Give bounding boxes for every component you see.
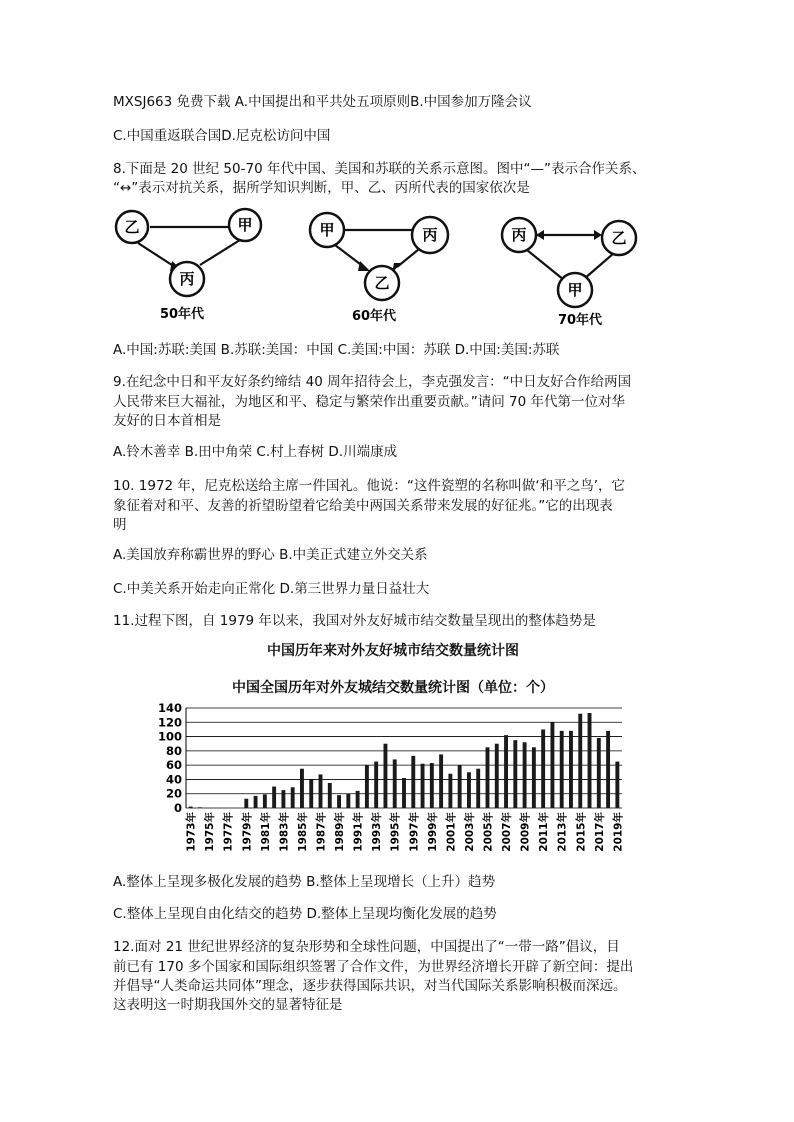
bar xyxy=(504,735,508,808)
diagram-era-label: 60年代 xyxy=(351,309,397,324)
q9-question-line3: 友好的日本首相是 xyxy=(113,413,221,429)
bar xyxy=(309,779,313,808)
bar xyxy=(569,731,573,808)
diagram-node-label: 甲 xyxy=(237,216,253,234)
bar xyxy=(291,787,295,808)
bar xyxy=(578,714,582,808)
chart-title: 中国历年来对外友好城市结交数量统计图 xyxy=(267,643,519,659)
q10-options-line2: C.中美关系开始走向正常化 D.第三世界力量日益壮大 xyxy=(113,581,430,597)
bar xyxy=(254,796,258,808)
x-tick-label: 1995年 xyxy=(389,812,402,852)
bar xyxy=(319,774,323,808)
x-tick-label: 1977年 xyxy=(222,812,235,852)
bar xyxy=(523,742,527,808)
bar xyxy=(588,713,592,808)
y-tick-label: 100 xyxy=(157,729,182,744)
q12-question-line4: 这表明这一时期我国外交的显著特征是 xyxy=(113,997,343,1013)
bar xyxy=(560,731,564,808)
y-tick-label: 120 xyxy=(157,715,182,730)
bar xyxy=(263,794,267,808)
x-tick-label: 2009年 xyxy=(519,812,532,852)
bar xyxy=(448,774,452,808)
bar xyxy=(272,787,276,808)
q8-options: A.中国:苏联:美国 B.苏联:美国：中国 C.美国:中国：苏联 D.中国:美国:苏联 xyxy=(113,342,560,358)
x-tick-label: 2003年 xyxy=(463,812,476,852)
q10-options-line1: A.美国放弃称霸世界的野心 B.中美正式建立外交关系 xyxy=(113,547,428,563)
x-tick-label: 1989年 xyxy=(334,812,347,852)
bar xyxy=(402,778,406,808)
bar xyxy=(606,731,610,808)
q11-question: 11.过程下图，自 1979 年以来，我国对外友好城市结交数量呈现出的整体趋势是 xyxy=(113,613,596,629)
diagram-node-label: 丙 xyxy=(422,226,438,244)
bar xyxy=(513,740,517,808)
bar xyxy=(244,799,248,808)
q11-options-line2: C.整体上呈现自由化结交的趋势 D.整体上呈现均衡化发展的趋势 xyxy=(113,906,497,922)
bar xyxy=(476,769,480,808)
x-tick-label: 1983年 xyxy=(278,812,291,852)
bar xyxy=(374,762,378,808)
y-tick-label: 60 xyxy=(165,758,182,773)
bar xyxy=(365,765,369,808)
x-tick-label: 1993年 xyxy=(371,812,384,852)
bar xyxy=(541,729,545,808)
diagram-node-label: 乙 xyxy=(124,218,140,236)
diagram-node-label: 乙 xyxy=(611,229,627,247)
q8-question-line1: 8.下面是 20 世纪 50-70 年代中国、美国和苏联的关系示意图。图中“—”表示合作关系、 xyxy=(113,161,646,177)
bar xyxy=(189,807,193,808)
y-tick-label: 40 xyxy=(165,772,182,787)
q8-question-line2: “↔”表示对抗关系，据所学知识判断，甲、乙、丙所代表的国家依次是 xyxy=(113,180,530,196)
y-tick-label: 80 xyxy=(165,743,182,758)
bar xyxy=(421,764,425,808)
q12-question-line1: 12.面对 21 世纪世界经济的复杂形势和全球性问题，中国提出了“一带一路”倡议，目 xyxy=(113,939,620,955)
bar xyxy=(532,747,536,808)
bar xyxy=(383,744,387,808)
bar xyxy=(458,765,462,808)
q7-options-line1: MXSJ663 免费下载 A.中国提出和平共处五项原则B.中国参加万隆会议 xyxy=(113,94,532,110)
diagram-era-label: 50年代 xyxy=(159,307,205,322)
x-tick-label: 1987年 xyxy=(315,812,328,852)
q12-question-line3: 并倡导“人类命运共同体”理念，逐步获得国际共识，对当代国际关系影响积极而深远。 xyxy=(113,978,627,994)
diagram-node-label: 甲 xyxy=(567,281,583,299)
x-tick-label: 1991年 xyxy=(352,812,365,852)
q12-question-line2: 前已有 170 多个国家和国际组织签署了合作文件，为世界经济增长开辟了新空间：提出 xyxy=(113,959,634,975)
q11-options-line1: A.整体上呈现多极化发展的趋势 B.整体上呈现增长（上升）趋势 xyxy=(113,874,496,890)
bar xyxy=(198,807,202,808)
chart-plot xyxy=(148,702,638,862)
bar xyxy=(615,762,619,808)
diagram-node-label: 乙 xyxy=(374,274,390,292)
bar xyxy=(439,754,443,808)
diagram-node-label: 丙 xyxy=(511,226,527,244)
q9-question-line2: 人民带来巨大福祉，为地区和平、稳定与繁荣作出重要贡献。”请问 70 年代第一位对华 xyxy=(113,394,626,410)
x-tick-label: 1985年 xyxy=(296,812,309,852)
x-tick-label: 1975年 xyxy=(204,812,217,852)
x-tick-label: 2015年 xyxy=(575,812,588,852)
q7-options-line2: C.中国重返联合国D.尼克松访问中国 xyxy=(113,128,331,144)
bar xyxy=(337,795,341,808)
x-tick-label: 2001年 xyxy=(445,812,458,852)
x-tick-label: 1999年 xyxy=(426,812,439,852)
diagram-node-label: 丙 xyxy=(179,270,195,288)
bar xyxy=(495,744,499,808)
bar xyxy=(346,794,350,808)
bar xyxy=(393,759,397,808)
bar xyxy=(411,756,415,808)
x-tick-label: 1973年 xyxy=(185,812,198,852)
y-tick-label: 0 xyxy=(173,801,182,815)
x-tick-label: 1997年 xyxy=(408,812,421,852)
bar xyxy=(467,772,471,808)
bar xyxy=(300,769,304,808)
x-tick-label: 1979年 xyxy=(241,812,254,852)
x-tick-label: 2013年 xyxy=(556,812,569,852)
x-tick-label: 2005年 xyxy=(482,812,495,852)
bar xyxy=(281,790,285,808)
x-tick-label: 2007年 xyxy=(501,812,514,852)
relation-diagram-70s xyxy=(492,205,652,330)
chart-subtitle: 中国全国历年对外友城结交数量统计图（单位：个） xyxy=(232,680,554,696)
y-tick-label: 140 xyxy=(157,702,182,715)
q10-question-line1: 10. 1972 年，尼克松送给主席一件国礼。他说：“这件瓷塑的名称叫做‘和平之鸟’，它 xyxy=(113,478,625,494)
x-tick-label: 2011年 xyxy=(538,812,551,852)
q9-question-line1: 9.在纪念中日和平友好条约缔结 40 周年招待会上，李克强发言：“中日友好合作给两国 xyxy=(113,374,632,390)
relation-diagram-60s xyxy=(302,205,462,330)
bar xyxy=(597,738,601,808)
bar xyxy=(356,791,360,808)
relation-diagram-50s xyxy=(110,205,270,330)
y-tick-label: 20 xyxy=(165,786,182,801)
diagram-node-label: 甲 xyxy=(319,221,335,239)
q10-question-line2: 象征着对和平、友善的祈望盼望着它给美中两国关系带来发展的好征兆。”它的出现表 xyxy=(113,498,613,514)
bar xyxy=(550,722,554,808)
bar xyxy=(430,763,434,808)
q10-question-line3: 明 xyxy=(113,517,127,533)
x-tick-label: 1981年 xyxy=(259,812,272,852)
bar xyxy=(486,747,490,808)
bar xyxy=(328,783,332,808)
diagram-era-label: 70年代 xyxy=(557,313,603,328)
x-tick-label: 2019年 xyxy=(612,812,625,852)
q9-options: A.铃木善幸 B.田中角荣 C.村上春树 D.川端康成 xyxy=(113,444,398,460)
city-count-chart xyxy=(148,640,638,860)
x-tick-label: 2017年 xyxy=(593,812,606,852)
